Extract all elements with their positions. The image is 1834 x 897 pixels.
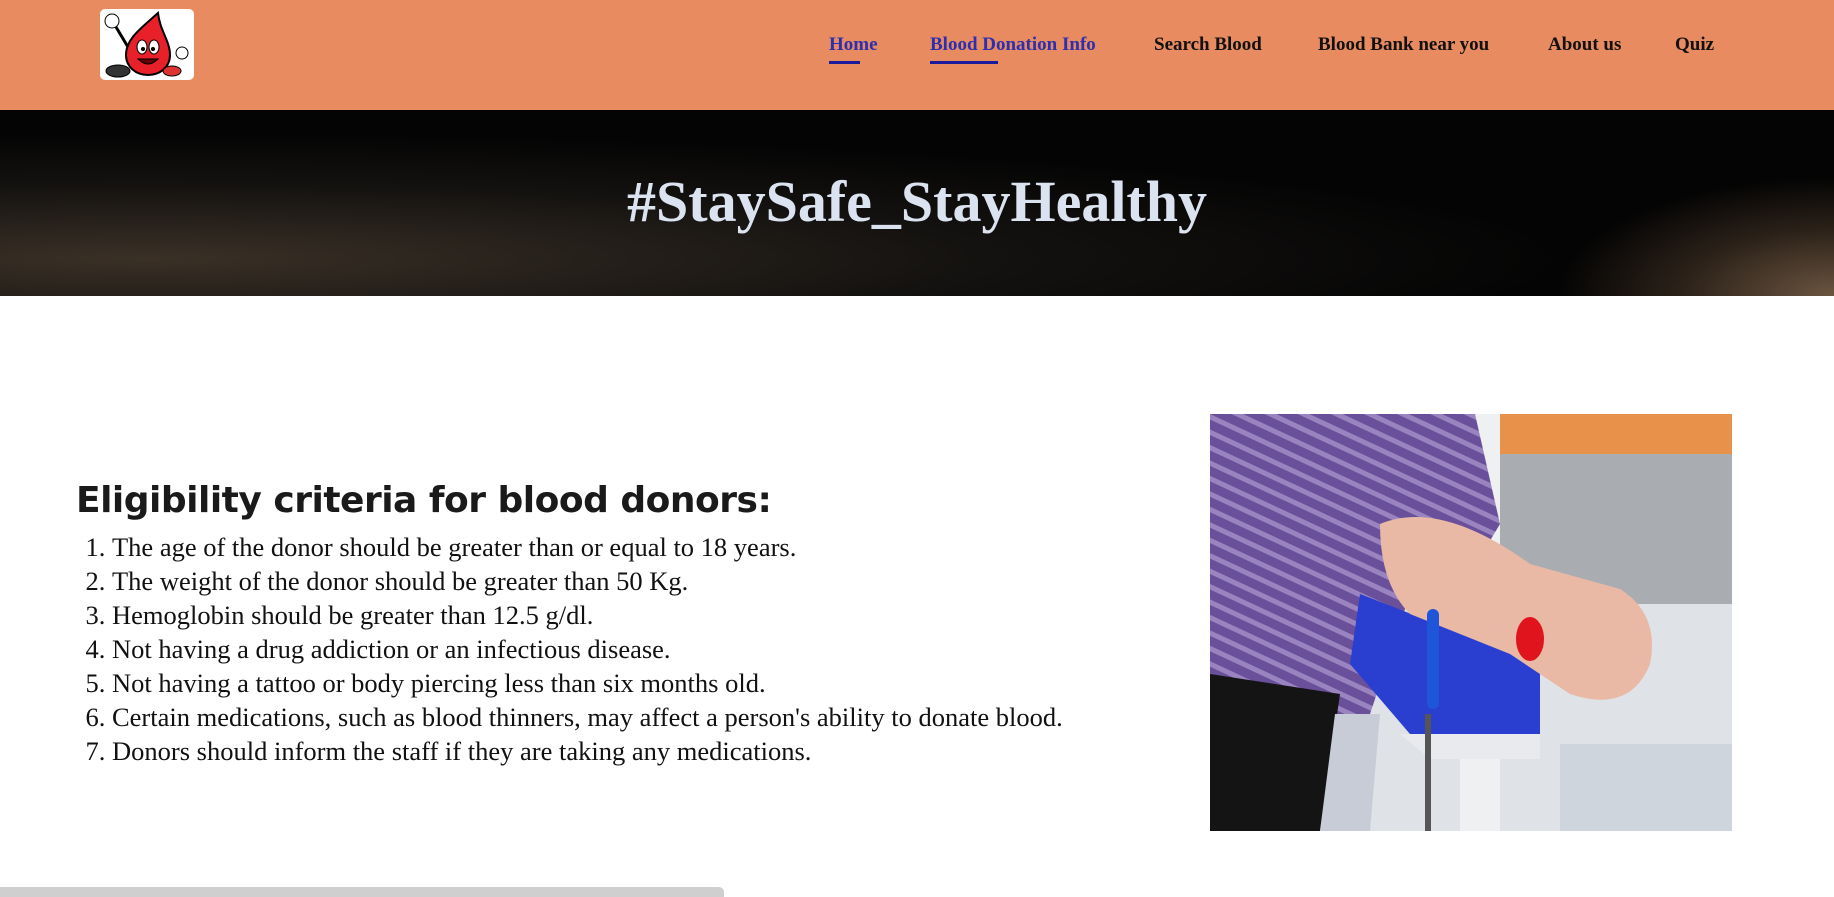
blood-donation-photo	[1210, 414, 1732, 831]
logo-blood-drop-mascot[interactable]	[100, 9, 194, 80]
nav-home[interactable]: Home	[829, 34, 878, 55]
nav-about-us[interactable]: About us	[1548, 34, 1622, 55]
site-header	[0, 0, 1834, 110]
nav-blood-donation-info[interactable]: Blood Donation Info	[930, 34, 1096, 55]
eligibility-heading: Eligibility criteria for blood donors:	[76, 480, 772, 521]
list-item: 3. Hemoglobin should be greater than 12.5 g/dl.	[112, 598, 1063, 632]
list-item: 1. The age of the donor should be greater than or equal to 18 years.	[112, 530, 1063, 564]
nav-blood-bank-near-you[interactable]: Blood Bank near you	[1318, 34, 1490, 55]
list-item: 6. Certain medications, such as blood thinners, may affect a person's ability to donate blood.	[112, 700, 1063, 734]
hero-banner	[0, 110, 1834, 296]
nav-quiz[interactable]: Quiz	[1675, 34, 1715, 55]
list-item: 7. Donors should inform the staff if they are taking any medications.	[112, 734, 1063, 768]
browser-status-bar	[0, 887, 724, 897]
list-item: 5. Not having a tattoo or body piercing less than six months old.	[112, 666, 1063, 700]
list-item: 2. The weight of the donor should be greater than 50 Kg.	[112, 564, 1063, 598]
nav-search-blood[interactable]: Search Blood	[1154, 34, 1262, 55]
eligibility-list	[76, 530, 1063, 768]
list-item: 4. Not having a drug addiction or an infectious disease.	[112, 632, 1063, 666]
hero-title: #StaySafe_StayHealthy	[627, 169, 1207, 234]
